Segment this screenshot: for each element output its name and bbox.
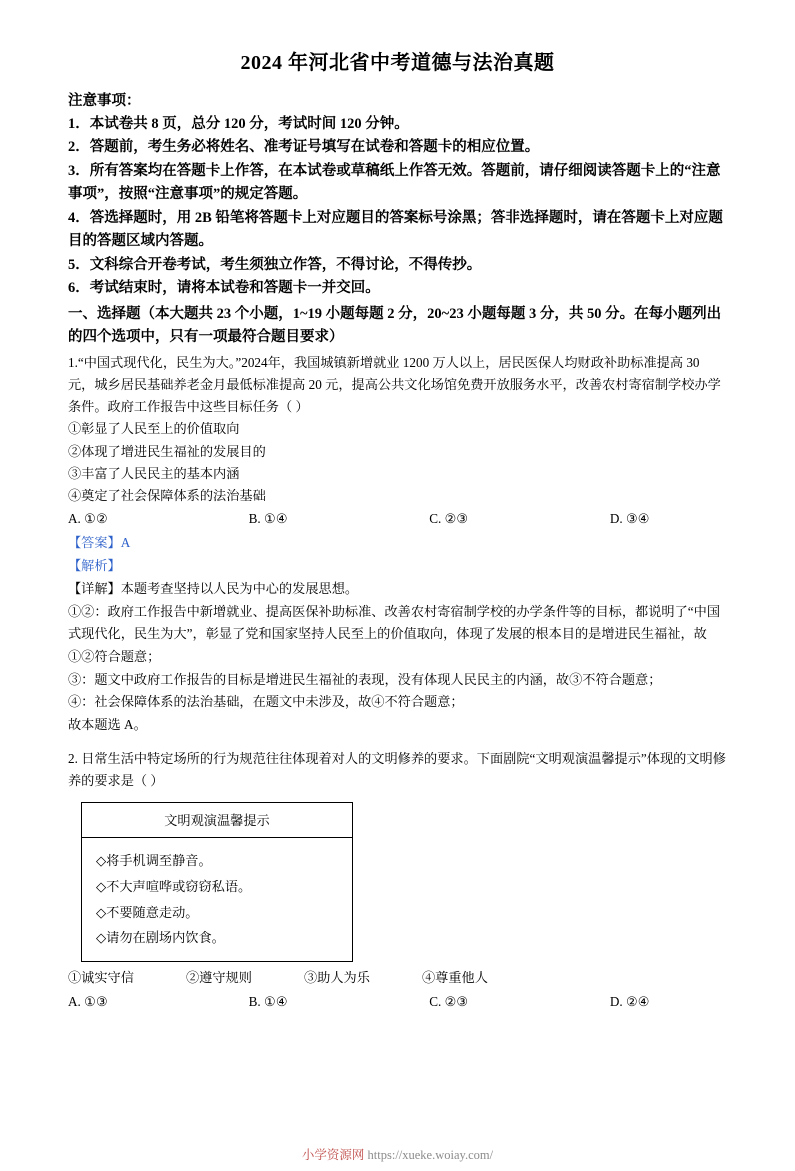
question-1-choices: [68, 507, 727, 531]
question-1-detail-2: ①②：政府工作报告中新增就业、提高医保补助标准、改善农村寄宿制学校的办学条件等的目标，都说明了“中国式现代化，民生为大”，彰显了党和国家坚持人民至上的价值取向，体现了发展的根本目的是增进民生福祉，故①②符合题意；: [68, 603, 721, 664]
question-1-option-2: ②体现了增进民生福祉的发展目的: [68, 443, 266, 459]
notice-item-2: 2．答题前，考生务必将姓名、准考证号填写在试卷和答题卡的相应位置。: [68, 139, 540, 156]
question-1-detail-3: ③：题文中政府工作报告的目标是增进民生福祉的表现，没有体现人民民主的内涵，故③不符合题意；: [68, 671, 662, 687]
question-2-notice-box: [81, 802, 353, 962]
question-1-answer: 【答案】A: [68, 534, 131, 550]
question-2-options: [68, 966, 727, 990]
question-1-analysis-label: 【解析】: [68, 558, 121, 574]
question-1-option-1: ①彰显了人民至上的价值取向: [68, 421, 240, 437]
question-1-choice-b: B. ①④: [248, 511, 288, 527]
question-2-choice-a: A. ①③: [68, 993, 108, 1009]
page-title: 2024 年河北省中考道德与法治真题: [240, 52, 555, 74]
document-page: [0, 46, 795, 1171]
notice-box-item-1: ◇将手机调至静音。: [96, 853, 212, 869]
question-1-detail-1: 【详解】本题考查坚持以人民为中心的发展思想。: [68, 580, 359, 596]
question-1-choice-d: D. ③④: [609, 511, 650, 527]
question-1-stem: 1.“中国式现代化，民生为大。”2024年，我国城镇新增就业 1200 万人以上，居民医保人均财政补助标准提高 30 元，城乡居民基础养老金月最低标准提高 20 元，提高公共文化场馆免费开放服务水平，改善农村寄宿制学校办学条件。政府工作报告中这些目标任务（ ）: [68, 354, 721, 415]
document-content: [0, 89, 795, 1014]
question-1-choice-a: A. ①②: [68, 511, 108, 527]
section-heading-multiple-choice: 一、选择题（本大题共 23 个小题，1~19 小题每题 2 分，20~23 小题每题 3 分，共 50 分。在每小题列出的四个选项中，只有一项最符合题目要求）: [68, 305, 722, 346]
notice-box-title: 文明观演温馨提示: [81, 802, 353, 838]
question-2-stem: 2. 日常生活中特定场所的行为规范往往体现着对人的文明修养的要求。下面剧院“文明观演温馨提示”体现的文明修养的要求是（ ）: [68, 750, 726, 788]
question-2-choices: [68, 990, 727, 1014]
notice-heading: 注意事项：: [68, 93, 141, 109]
watermark-url: https://xueke.woiay.com/: [367, 1148, 494, 1162]
notice-item-1: 1．本试卷共 8 页，总分 120 分，考试时间 120 分钟。: [68, 116, 409, 132]
question-2-option-2: ②遵守规则: [186, 970, 252, 986]
question-2-option-4: ④尊重他人: [422, 970, 488, 986]
question-1-option-4: ④奠定了社会保障体系的法治基础: [68, 487, 266, 503]
notice-item-3: 3．所有答案均在答题卡上作答，在本试卷或草稿纸上作答无效。答题前，请仔细阅读答题卡上的“注意事项”，按照“注意事项”的规定答题。: [68, 162, 721, 203]
question-2-choice-c: C. ②③: [429, 993, 469, 1009]
question-2-choice-b: B. ①④: [248, 993, 288, 1009]
question-2-option-1: ①诚实守信: [68, 970, 134, 986]
question-1-detail-4: ④：社会保障体系的法治基础，在题文中未涉及，故④不符合题意；: [68, 694, 464, 710]
question-1-detail-5: 故本题选 A。: [68, 717, 147, 733]
watermark: [0, 1145, 795, 1163]
notice-item-6: 6．考试结束时，请将本试卷和答题卡一并交回。: [68, 280, 380, 297]
notice-item-4: 4．答选择题时，用 2B 铅笔将答题卡上对应题目的答案标号涂黑；答非选择题时，请在答题卡上对应题目的答题区域内答题。: [68, 209, 723, 250]
question-2-option-3: ③助人为乐: [304, 970, 370, 986]
notice-box-item-4: ◇请勿在剧场内饮食。: [96, 930, 225, 946]
watermark-site-name: 小学资源网: [301, 1148, 365, 1162]
question-1-option-3: ③丰富了人民民主的基本内涵: [68, 465, 240, 481]
notice-item-5: 5．文科综合开卷考试，考生须独立作答，不得讨论，不得传抄。: [68, 256, 482, 273]
notice-box-item-3: ◇不要随意走动。: [96, 904, 199, 920]
notice-box-item-2: ◇不大声喧哗或窃窃私语。: [96, 878, 252, 894]
question-2-choice-d: D. ②④: [609, 993, 650, 1009]
notice-box-body: [81, 838, 353, 962]
spacer: [68, 737, 727, 746]
question-1-choice-c: C. ②③: [429, 511, 469, 527]
